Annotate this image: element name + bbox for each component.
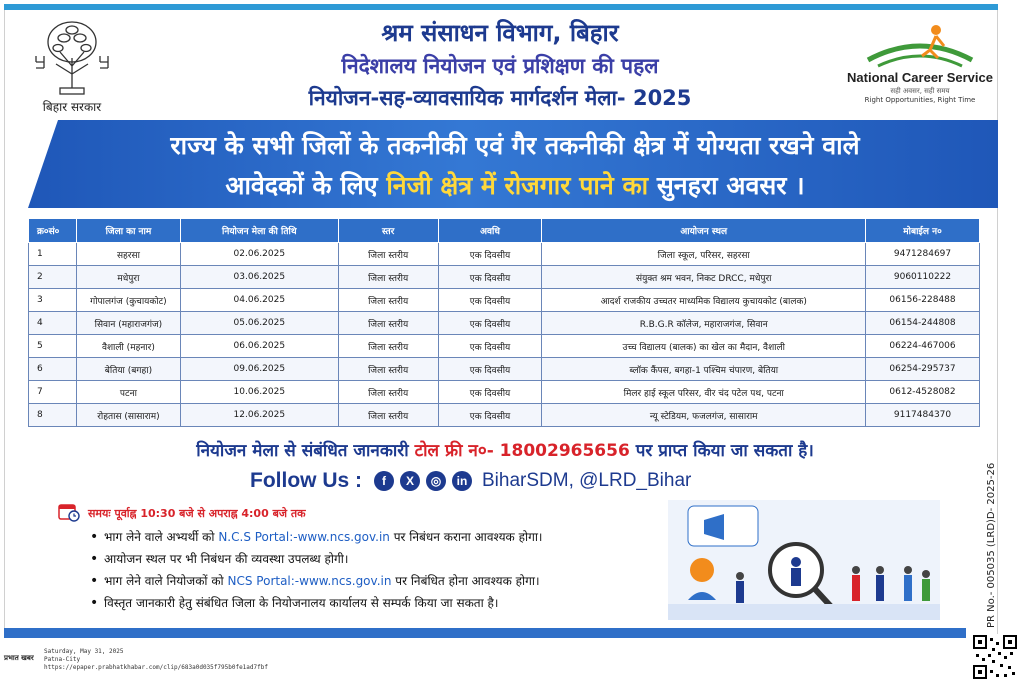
facebook-icon[interactable]: f bbox=[374, 471, 394, 491]
cell-date: 09.06.2025 bbox=[180, 358, 338, 381]
cell-duration: एक दिवसीय bbox=[438, 335, 542, 358]
table-header-row bbox=[29, 219, 980, 243]
cell-district: गोपालगंज (कुचायकोट) bbox=[76, 289, 180, 312]
cell-duration: एक दिवसीय bbox=[438, 358, 542, 381]
cell-mobile: 06254-295737 bbox=[866, 358, 980, 381]
cell-level: जिला स्तरीय bbox=[338, 312, 438, 335]
cell-serial: 7 bbox=[29, 381, 77, 404]
cell-date: 05.06.2025 bbox=[180, 312, 338, 335]
cell-venue: संयुक्त श्रम भवन, निकट DRCC, मधेपुरा bbox=[542, 266, 866, 289]
list-item bbox=[90, 548, 650, 570]
cell-venue: उच्च विद्यालय (बालक) का खेल का मैदान, वैशाली bbox=[542, 335, 866, 358]
cell-district: रोहतास (सासाराम) bbox=[76, 404, 180, 427]
list-item bbox=[90, 526, 650, 548]
cell-mobile: 9060110222 bbox=[866, 266, 980, 289]
cell-mobile: 9117484370 bbox=[866, 404, 980, 427]
table-row bbox=[29, 312, 980, 335]
follow-us-row bbox=[250, 466, 691, 496]
instructions-list bbox=[90, 526, 650, 614]
banner-line-2-end: सुनहरा अवसर । bbox=[656, 171, 805, 200]
bihar-emblem-icon bbox=[24, 18, 120, 96]
cell-duration: एक दिवसीय bbox=[438, 312, 542, 335]
cell-level: जिला स्तरीय bbox=[338, 266, 438, 289]
cell-serial: 2 bbox=[29, 266, 77, 289]
cell-district: पटना bbox=[76, 381, 180, 404]
cell-venue: मिलर हाई स्कूल परिसर, वीर चंद पटेल पथ, पटना bbox=[542, 381, 866, 404]
cell-venue: जिला स्कूल, परिसर, सहरसा bbox=[542, 243, 866, 266]
cell-district: मधेपुरा bbox=[76, 266, 180, 289]
directorate-initiative: निदेशालय नियोजन एवं प्रशिक्षण की पहल bbox=[341, 54, 659, 78]
banner-highlight-private-jobs: निजी क्षेत्र में रोजगार पाने bbox=[386, 171, 614, 200]
event-timing: समयः पूर्वाह्न 10:30 बजे से अपराह्न 4:00 बजे तक bbox=[88, 507, 306, 520]
cell-level: जिला स्तरीय bbox=[338, 381, 438, 404]
ncs-tagline-english: Right Opportunities, Right Time bbox=[864, 96, 976, 104]
col-mobile: मोबाईल न० bbox=[866, 219, 980, 243]
ncs-logo-icon bbox=[860, 20, 980, 74]
job-fair-schedule-table bbox=[28, 218, 980, 427]
cell-serial: 8 bbox=[29, 404, 77, 427]
cell-district: सहरसा bbox=[76, 243, 180, 266]
table-row bbox=[29, 335, 980, 358]
follow-us-label: Follow Us : bbox=[250, 469, 362, 492]
cell-serial: 6 bbox=[29, 358, 77, 381]
qr-code-icon[interactable] bbox=[972, 634, 1018, 680]
cell-district: सिवान (महाराजगंज) bbox=[76, 312, 180, 335]
cell-mobile: 06224-467006 bbox=[866, 335, 980, 358]
cell-mobile: 9471284697 bbox=[866, 243, 980, 266]
cell-level: जिला स्तरीय bbox=[338, 404, 438, 427]
bullet-1-start: भाग लेने वाले अभ्यर्थी को bbox=[104, 530, 215, 544]
ncs-tagline-hindi: सही अवसर, सही समय bbox=[890, 87, 950, 95]
cell-date: 04.06.2025 bbox=[180, 289, 338, 312]
cell-duration: एक दिवसीय bbox=[438, 404, 542, 427]
bullet-4-text: विस्तृत जानकारी हेतु संबंधित जिला के नियोजनालय कार्यालय से सम्पर्क किया जा सकता है। bbox=[104, 596, 499, 610]
recruitment-illustration-icon bbox=[668, 500, 940, 620]
col-level: स्तर bbox=[338, 219, 438, 243]
cell-duration: एक दिवसीय bbox=[438, 289, 542, 312]
ncs-portal-link-employer[interactable]: NCS Portal:-www.ncs.gov.in bbox=[227, 574, 392, 588]
bullet-2-text: आयोजन स्थल पर भी निबंधन की व्यवस्था उपलब्ध होगी। bbox=[104, 552, 349, 566]
print-city: Patna-City bbox=[44, 656, 81, 663]
cell-venue: आदर्श राजकीय उच्चतर माध्यमिक विद्यालय कुचायकोट (बालक) bbox=[542, 289, 866, 312]
cell-level: जिला स्तरीय bbox=[338, 358, 438, 381]
table-row bbox=[29, 266, 980, 289]
helpline-start: नियोजन मेला से संबंधित जानकारी bbox=[196, 441, 409, 461]
cell-mobile: 0612-4528082 bbox=[866, 381, 980, 404]
cell-serial: 5 bbox=[29, 335, 77, 358]
cell-duration: एक दिवसीय bbox=[438, 266, 542, 289]
table-row bbox=[29, 289, 980, 312]
helpline-notice bbox=[20, 438, 990, 461]
toll-free-number: टोल फ्री न०- 18002965656 bbox=[414, 441, 630, 461]
table-row bbox=[29, 243, 980, 266]
bottom-accent-bar bbox=[4, 628, 966, 638]
bullet-1-end: पर निबंधन कराना आवश्यक होगा। bbox=[393, 530, 543, 544]
cell-venue: R.B.G.R कॉलेज, महाराजगंज, सिवान bbox=[542, 312, 866, 335]
cell-date: 03.06.2025 bbox=[180, 266, 338, 289]
col-district: जिला का नाम bbox=[76, 219, 180, 243]
bihar-sarkar-label: बिहार सरकार bbox=[42, 100, 102, 114]
cell-serial: 3 bbox=[29, 289, 77, 312]
cell-serial: 1 bbox=[29, 243, 77, 266]
ncs-portal-link[interactable]: N.C.S Portal:-www.ncs.gov.in bbox=[218, 530, 390, 544]
bullet-3-start: भाग लेने वाले नियोजकों को bbox=[104, 574, 224, 588]
helpline-end: पर प्राप्त किया जा सकता है। bbox=[635, 441, 814, 461]
cell-serial: 4 bbox=[29, 312, 77, 335]
table-row bbox=[29, 358, 980, 381]
cell-duration: एक दिवसीय bbox=[438, 381, 542, 404]
cell-district: वैशाली (महनार) bbox=[76, 335, 180, 358]
banner-highlight-ka: का bbox=[622, 171, 649, 200]
banner-line-2 bbox=[40, 168, 990, 202]
newspaper-logo: प्रभात खबर bbox=[4, 654, 34, 662]
cell-mobile: 06154-244808 bbox=[866, 312, 980, 335]
list-item bbox=[90, 570, 650, 592]
cell-mobile: 06156-228488 bbox=[866, 289, 980, 312]
banner-line-1: राज्य के सभी जिलों के तकनीकी एवं गैर तकनीकी क्षेत्र में योग्यता रखने वाले bbox=[170, 131, 860, 160]
cell-venue: ब्लॉक कैंपस, बगहा-1 पश्चिम चंपारण, बेतिया bbox=[542, 358, 866, 381]
print-date: Saturday, May 31, 2025 bbox=[44, 648, 124, 655]
cell-date: 12.06.2025 bbox=[180, 404, 338, 427]
cell-level: जिला स्तरीय bbox=[338, 335, 438, 358]
clip-url[interactable]: https://epaper.prabhatkhabar.com/clip/683a0d035f795b0fe1ad7fbf bbox=[44, 664, 268, 671]
calendar-clock-icon bbox=[58, 502, 80, 522]
fair-title: नियोजन-सह-व्यावसायिक मार्गदर्शन मेला- 2025 bbox=[308, 86, 692, 110]
banner-line-2-start: आवेदकों के लिए bbox=[225, 171, 378, 200]
cell-district: बेतिया (बगहा) bbox=[76, 358, 180, 381]
social-handle: BiharSDM, @LRD_Bihar bbox=[482, 470, 692, 491]
table-row bbox=[29, 404, 980, 427]
cell-date: 10.06.2025 bbox=[180, 381, 338, 404]
pr-number: PR No.- 005035 (LRD)D- 2025-26 bbox=[986, 462, 997, 628]
bullet-3-end: पर निबंधित होना आवश्यक होगा। bbox=[395, 574, 540, 588]
instagram-icon[interactable]: ◎ bbox=[426, 471, 446, 491]
col-venue: आयोजन स्थल bbox=[542, 219, 866, 243]
cell-level: जिला स्तरीय bbox=[338, 289, 438, 312]
cell-level: जिला स्तरीय bbox=[338, 243, 438, 266]
list-item bbox=[90, 592, 650, 614]
col-duration: अवधि bbox=[438, 219, 542, 243]
col-serial: क्र०सं० bbox=[29, 219, 77, 243]
table-row bbox=[29, 381, 980, 404]
cell-duration: एक दिवसीय bbox=[438, 243, 542, 266]
cell-date: 06.06.2025 bbox=[180, 335, 338, 358]
col-date: नियोजन मेला की तिथि bbox=[180, 219, 338, 243]
cell-venue: न्यू स्टेडियम, फजलगंज, सासाराम bbox=[542, 404, 866, 427]
cell-date: 02.06.2025 bbox=[180, 243, 338, 266]
linkedin-icon[interactable]: in bbox=[452, 471, 472, 491]
x-icon[interactable]: X bbox=[400, 471, 420, 491]
department-title: श्रम संसाधन विभाग, बिहार bbox=[381, 19, 619, 47]
ncs-name: National Career Service bbox=[847, 70, 993, 85]
